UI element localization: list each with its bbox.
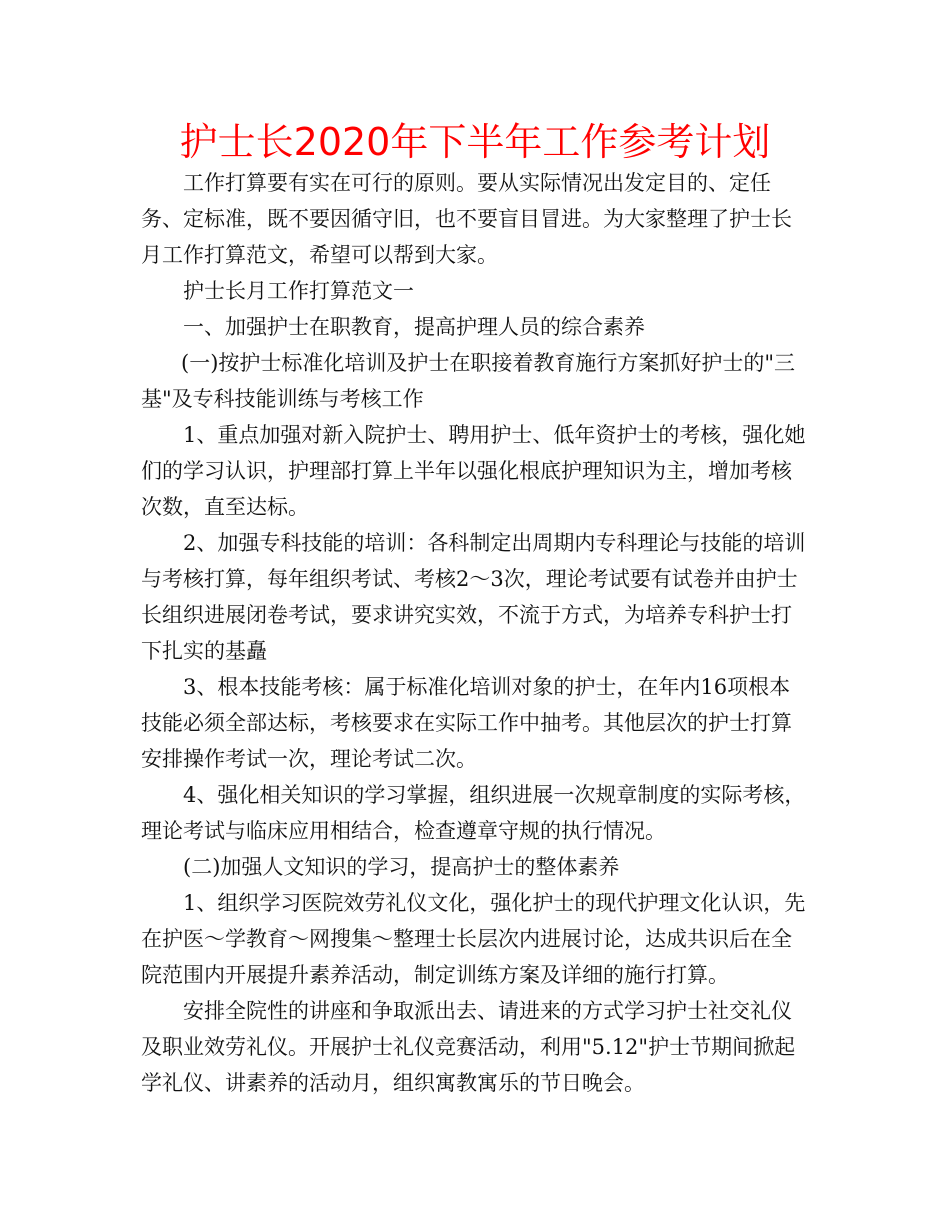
paragraph-item-2: 2、加强专科技能的培训：各科制定出周期内专科理论与技能的培训与考核打算，每年组织考试、考核2～3次，理论考试要有试卷并由护士长组织进展闭卷考试，要求讲究实效，不流于方式，为培养专科护士打下扎实的基矗: [141, 531, 806, 663]
paragraph-subheading-1: (一)按护士标准化培训及护士在职接着教育施行方案抓好护士的"三基"及专科技能训练与考核工作: [141, 351, 796, 411]
paragraph-item-5: 1、组织学习医院效劳礼仪文化，强化护士的现代护理文化认识，先在护医～学教育～网搜集～整理士长层次内进展讨论，达成共识后在全院范围内开展提升素养活动，制定训练方案及详细的施行打算。: [141, 891, 806, 987]
document-title: 护士长2020年下半年工作参考计划: [179, 120, 771, 164]
paragraph-item-3: 3、根本技能考核：属于标准化培训对象的护士，在年内16项根本技能必须全部达标，考核要求在实际工作中抽考。其他层次的护士打算安排操作考试一次，理论考试二次。: [141, 675, 792, 771]
paragraph-intro: 工作打算要有实在可行的原则。要从实际情况出发定目的、定任务、定标准，既不要因循守旧，也不要盲目冒进。为大家整理了护士长月工作打算范文，希望可以帮到大家。: [141, 171, 792, 267]
document-body: [141, 165, 811, 1101]
paragraph-heading-1: 一、加强护士在职教育，提高护理人员的综合素养: [183, 315, 645, 339]
paragraph-item-6: 安排全院性的讲座和争取派出去、请进来的方式学习护士社交礼仪及职业效劳礼仪。开展护士礼仪竞赛活动，利用"5.12"护士节期间掀起学礼仪、讲素养的活动月，组织寓教寓乐的节日晚会。: [141, 999, 796, 1095]
paragraph-item-1: 1、重点加强对新入院护士、聘用护士、低年资护士的考核，强化她们的学习认识，护理部打算上半年以强化根底护理知识为主，增加考核次数，直至达标。: [141, 423, 806, 519]
paragraph-item-4: 4、强化相关知识的学习掌握，组织进展一次规章制度的实际考核，理论考试与临床应用相结合，检查遵章守规的执行情况。: [141, 783, 806, 843]
paragraph-section-heading: 护士长月工作打算范文一: [183, 279, 414, 303]
paragraph-subheading-2: (二)加强人文知识的学习，提高护士的整体素养: [183, 855, 620, 879]
